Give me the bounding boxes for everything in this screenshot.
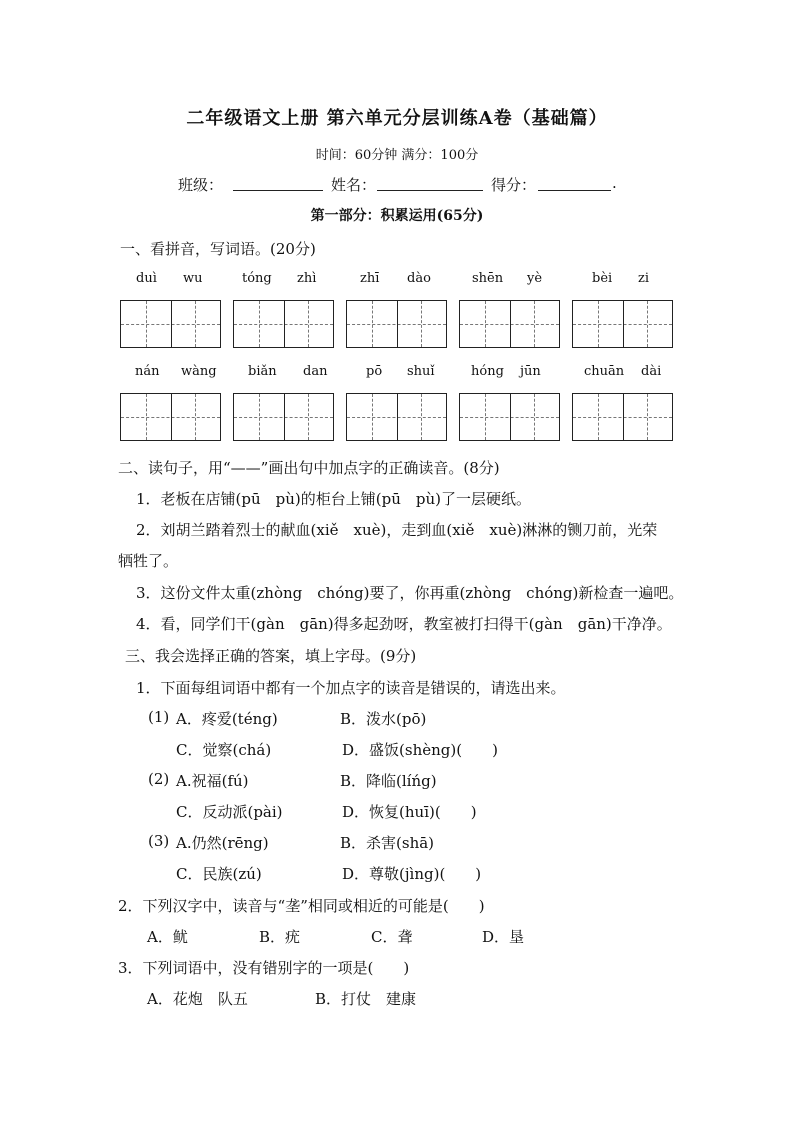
writing-box[interactable]: [233, 393, 334, 441]
info-end-mark: .: [612, 174, 617, 192]
writing-box[interactable]: [572, 393, 673, 441]
name-field[interactable]: [377, 176, 483, 191]
option-c: C．反动派(pài): [176, 803, 283, 821]
option-a: A．疼爱(téng): [176, 710, 278, 728]
worksheet-title: 二年级语文上册 第六单元分层训练A卷（基础篇）: [186, 108, 608, 129]
score-label: 得分：: [491, 176, 537, 194]
group-number: (3): [148, 832, 170, 850]
pinyin: jūn: [520, 364, 541, 379]
option-a: A．花炮 队五: [147, 990, 248, 1008]
option-b: B．疣: [259, 928, 301, 946]
score-field[interactable]: [538, 176, 611, 191]
group-number: (1): [148, 708, 170, 726]
pinyin: zhì: [297, 271, 317, 286]
q3-heading: 三、我会选择正确的答案，填上字母。(9分): [125, 647, 417, 665]
q2-heading: 二、读句子，用“——”画出句中加点字的正确读音。(8分): [118, 459, 500, 477]
option-b: B．杀害(shā): [340, 834, 435, 852]
group-number: (2): [148, 770, 170, 788]
option-d: D．垦: [482, 928, 525, 946]
writing-box[interactable]: [459, 393, 560, 441]
exam-meta: 时间：60分钟 满分：100分: [315, 148, 479, 163]
option-a: A.仍然(rēng): [176, 834, 269, 852]
pinyin: tóng: [242, 271, 272, 286]
option-a: A．鱿: [147, 928, 188, 946]
writing-box[interactable]: [459, 300, 560, 348]
q3-sub3: 3．下列词语中，没有错别字的一项是( ): [118, 959, 410, 977]
pinyin: yè: [527, 271, 543, 286]
option-c: C．聋: [371, 928, 413, 946]
pinyin: wu: [183, 271, 203, 286]
option-d: D．尊敬(jìng)( ): [342, 865, 482, 883]
q3-sub2: 2．下列汉字中，读音与“垄”相同或相近的可能是( ): [118, 897, 485, 915]
class-field[interactable]: [233, 176, 323, 191]
option-d: D．恢复(huī)( ): [342, 803, 477, 821]
writing-box[interactable]: [572, 300, 673, 348]
option-c: C．觉察(chá): [176, 741, 272, 759]
pinyin: dài: [641, 364, 662, 379]
pinyin: zi: [638, 271, 650, 286]
pinyin: hóng: [471, 364, 504, 379]
q3-sub1: 1．下面每组词语中都有一个加点字的读音是错误的，请选出来。: [136, 679, 566, 697]
part-one-heading: 第一部分：积累运用(65分): [310, 208, 484, 224]
q2-sentence-4: 4．看，同学们干(gàn gān)得多起劲呀，教室被打扫得干(gàn gān)干净净。: [136, 615, 672, 633]
q2-sentence-3: 3．这份文件太重(zhòng chóng)要了，你再重(zhòng chóng)新检查一遍吧。: [136, 584, 684, 602]
q1-heading: 一、看拼音，写词语。(20分): [120, 240, 316, 258]
pinyin: nán: [135, 364, 160, 379]
option-a: A.祝福(fú): [176, 772, 249, 790]
pinyin: biǎn: [248, 364, 277, 379]
pinyin: dào: [407, 271, 431, 286]
writing-box[interactable]: [120, 300, 221, 348]
pinyin: wàng: [181, 364, 217, 379]
pinyin: chuān: [584, 364, 625, 379]
writing-box[interactable]: [346, 393, 447, 441]
writing-box[interactable]: [233, 300, 334, 348]
option-d: D．盛饭(shèng)( ): [342, 741, 498, 759]
q2-sentence-2-cont: 牺牲了。: [118, 552, 179, 570]
pinyin: zhī: [360, 271, 380, 286]
pinyin: shuǐ: [407, 364, 435, 379]
option-c: C．民族(zú): [176, 865, 262, 883]
option-b: B．降临(líńg): [340, 772, 437, 790]
option-b: B．打仗 建康: [315, 990, 417, 1008]
pinyin: shēn: [472, 271, 504, 286]
pinyin: dan: [303, 364, 328, 379]
writing-box[interactable]: [120, 393, 221, 441]
q2-sentence-2: 2．刘胡兰踏着烈士的献血(xiě xuè)，走到血(xiě xuè)淋淋的铡刀前，光荣: [136, 521, 658, 539]
q2-sentence-1: 1．老板在店铺(pū pù)的柜台上铺(pū pù)了一层硬纸。: [136, 490, 532, 508]
class-label: 班级：: [178, 176, 224, 194]
writing-box[interactable]: [346, 300, 447, 348]
pinyin: duì: [136, 271, 157, 286]
option-b: B．泼水(pō): [340, 710, 427, 728]
name-label: 姓名：: [331, 176, 377, 194]
pinyin: pō: [366, 364, 383, 379]
pinyin: bèi: [592, 271, 613, 286]
